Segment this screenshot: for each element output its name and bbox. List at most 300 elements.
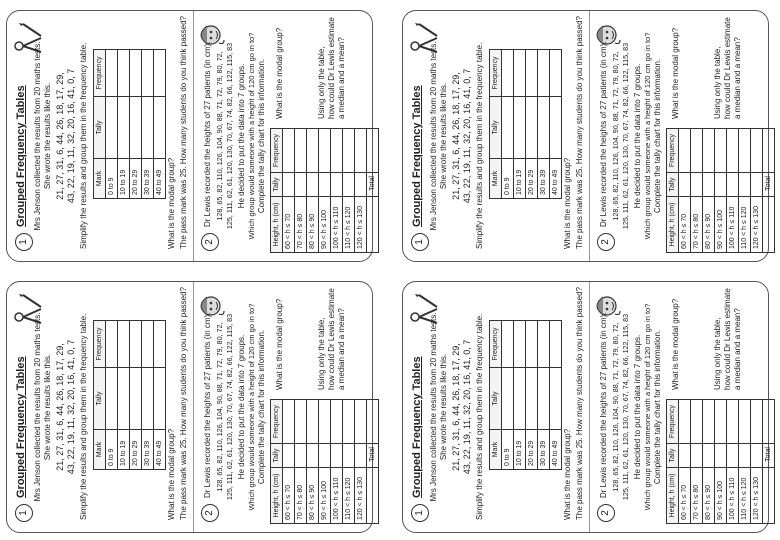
answer-cell[interactable] bbox=[331, 400, 343, 444]
table-row bbox=[319, 400, 331, 524]
q2-question-d: What is the modal group? bbox=[275, 27, 284, 119]
row-label: 70 < h ≤ 80 bbox=[691, 468, 703, 524]
row-label: 60 < h ≤ 70 bbox=[283, 468, 295, 524]
answer-cell[interactable] bbox=[703, 444, 715, 468]
row-label: 90 < h ≤ 100 bbox=[715, 197, 727, 253]
answer-cell[interactable] bbox=[514, 97, 526, 159]
table-row bbox=[118, 321, 130, 470]
answer-cell[interactable] bbox=[739, 173, 751, 197]
table-header: Height, h (cm) bbox=[667, 197, 679, 253]
divider bbox=[589, 282, 590, 532]
table-row bbox=[514, 321, 526, 470]
answer-cell[interactable] bbox=[691, 400, 703, 444]
row-label: 110 < h ≤ 120 bbox=[739, 468, 751, 524]
row-label: 90 < h ≤ 100 bbox=[319, 468, 331, 524]
q1-data-line-1: 21, 27, 31, 6, 44, 26, 18, 17, 29, bbox=[55, 72, 65, 200]
answer-cell[interactable] bbox=[355, 444, 367, 468]
answer-cell[interactable] bbox=[727, 444, 739, 468]
table-row bbox=[715, 129, 727, 253]
worksheet-title: Grouped Frequency Tables bbox=[411, 356, 423, 498]
worksheet-title: Grouped Frequency Tables bbox=[15, 85, 27, 227]
answer-cell[interactable] bbox=[295, 173, 307, 197]
table-header: Frequency bbox=[94, 50, 106, 97]
table-row bbox=[526, 321, 538, 470]
q1-intro-line-1: Mrs Jenson collected the results from 20 maths tests. bbox=[429, 312, 438, 502]
answer-cell[interactable] bbox=[283, 173, 295, 197]
q1-frequency-table bbox=[489, 320, 562, 470]
table-row bbox=[739, 400, 751, 524]
row-label: 10 to 19 bbox=[514, 159, 526, 199]
q1-question-b: The pass mark was 25. How many students do you think passed? bbox=[575, 286, 584, 520]
question-number-1: 1 bbox=[411, 504, 429, 522]
table-header: Height, h (cm) bbox=[271, 468, 283, 524]
answer-cell[interactable] bbox=[106, 50, 118, 97]
table-row bbox=[550, 50, 562, 199]
table-row bbox=[307, 400, 319, 524]
total-label: Total bbox=[763, 173, 775, 197]
row-label: 40 to 49 bbox=[550, 430, 562, 470]
row-label: 100 < h ≤ 110 bbox=[727, 468, 739, 524]
row-label: 100 < h ≤ 110 bbox=[331, 468, 343, 524]
answer-cell[interactable] bbox=[142, 321, 154, 368]
answer-cell[interactable] bbox=[307, 444, 319, 468]
q1-intro-line-2: She wrote the results like this. bbox=[43, 353, 52, 461]
answer-cell[interactable] bbox=[727, 400, 739, 444]
table-row bbox=[343, 129, 355, 253]
answer-cell[interactable] bbox=[142, 368, 154, 430]
table-row bbox=[283, 129, 295, 253]
answer-cell[interactable] bbox=[538, 97, 550, 159]
answer-cell[interactable] bbox=[703, 173, 715, 197]
q2-question-c: Which group would someone with a height of 120 cm go in to? bbox=[247, 303, 256, 511]
worksheet-title: Grouped Frequency Tables bbox=[15, 356, 27, 498]
row-label: 0 to 9 bbox=[106, 159, 118, 199]
q2-question-e-line-2: how could Dr Lewis estimate bbox=[327, 17, 336, 119]
row-label: 110 < h ≤ 120 bbox=[739, 197, 751, 253]
answer-cell[interactable] bbox=[355, 129, 367, 173]
answer-cell[interactable] bbox=[295, 444, 307, 468]
row-label: 40 to 49 bbox=[154, 159, 166, 199]
divider bbox=[193, 282, 194, 532]
answer-cell[interactable] bbox=[307, 173, 319, 197]
table-row bbox=[526, 50, 538, 199]
q2-data-line-1: 128, 65, 82, 110, 126, 104, 90, 88, 71, 72, 79, 80, 72, bbox=[611, 322, 620, 492]
table-row bbox=[355, 400, 367, 524]
table-header: Frequency bbox=[490, 50, 502, 97]
total-cell[interactable] bbox=[367, 129, 379, 173]
answer-cell[interactable] bbox=[679, 444, 691, 468]
q2-question-e-line-1: Using only the table, bbox=[713, 46, 722, 119]
total-cell[interactable] bbox=[763, 129, 775, 173]
table-row bbox=[679, 400, 691, 524]
question-number-1: 1 bbox=[411, 233, 429, 251]
table-header: Tally bbox=[667, 173, 679, 197]
answer-cell[interactable] bbox=[118, 50, 130, 97]
answer-cell[interactable] bbox=[130, 97, 142, 159]
divider bbox=[589, 11, 590, 261]
answer-cell[interactable] bbox=[514, 50, 526, 97]
blank-cell bbox=[763, 468, 775, 524]
q2-question-e-line-2: how could Dr Lewis estimate bbox=[723, 288, 732, 390]
row-label: 120 < h ≤ 130 bbox=[355, 197, 367, 253]
q2-data-line-2: 125, 111, 62, 61, 120, 130, 70, 67, 74, 82, 66, 122, 115, 83 bbox=[225, 313, 234, 501]
total-cell[interactable] bbox=[367, 400, 379, 444]
answer-cell[interactable] bbox=[526, 368, 538, 430]
q2-instruction: Complete the tally chart for this information. bbox=[257, 58, 266, 214]
answer-cell[interactable] bbox=[715, 400, 727, 444]
row-label: 20 to 29 bbox=[130, 430, 142, 470]
answer-cell[interactable] bbox=[319, 400, 331, 444]
q2-question-e-line-3: a median and a mean? bbox=[337, 308, 346, 390]
blank-cell bbox=[367, 197, 379, 253]
total-label: Total bbox=[367, 173, 379, 197]
q2-tally-table bbox=[666, 399, 775, 524]
total-row bbox=[367, 129, 379, 253]
q2-question-c: Which group would someone with a height of 120 cm go in to? bbox=[247, 32, 256, 240]
table-row bbox=[538, 321, 550, 470]
table-row bbox=[727, 129, 739, 253]
q1-frequency-table bbox=[93, 49, 166, 199]
answer-cell[interactable] bbox=[514, 368, 526, 430]
table-header: Mark bbox=[490, 430, 502, 470]
table-header: Frequency bbox=[271, 400, 283, 444]
q1-intro-line-1: Mrs Jenson collected the results from 20 maths tests. bbox=[429, 41, 438, 231]
answer-cell[interactable] bbox=[727, 129, 739, 173]
q2-data-line-2: 125, 111, 62, 61, 120, 130, 70, 67, 74, 82, 66, 122, 115, 83 bbox=[621, 313, 630, 501]
q1-question-a: What is the modal group? bbox=[563, 157, 572, 249]
table-header: Frequency bbox=[667, 400, 679, 444]
total-row bbox=[763, 400, 775, 524]
question-number-2: 2 bbox=[201, 233, 219, 251]
table-row bbox=[307, 129, 319, 253]
q1-frequency-table bbox=[93, 320, 166, 470]
answer-cell[interactable] bbox=[130, 321, 142, 368]
table-row bbox=[154, 321, 166, 470]
q2-instruction: Complete the tally chart for this information. bbox=[257, 329, 266, 485]
answer-cell[interactable] bbox=[502, 50, 514, 97]
answer-cell[interactable] bbox=[331, 129, 343, 173]
q1-data-line-2: 43, 22, 19, 11, 32, 20, 16, 41, 0, 7 bbox=[66, 68, 76, 204]
row-label: 40 to 49 bbox=[550, 159, 562, 199]
q2-data-line-1: 128, 65, 82, 110, 126, 104, 90, 88, 71, 72, 79, 80, 72, bbox=[215, 322, 224, 492]
answer-cell[interactable] bbox=[283, 400, 295, 444]
table-header: Frequency bbox=[490, 321, 502, 368]
table-row bbox=[550, 321, 562, 470]
table-header: Frequency bbox=[667, 129, 679, 173]
q1-instruction: Simplify the results and group them in the frequency table. bbox=[475, 42, 484, 249]
answer-cell[interactable] bbox=[154, 368, 166, 430]
q2-intro-line-2: He decided to put the data into 7 groups. bbox=[237, 63, 246, 209]
q2-intro-line-2: He decided to put the data into 7 groups. bbox=[237, 334, 246, 480]
answer-cell[interactable] bbox=[538, 368, 550, 430]
table-row bbox=[130, 50, 142, 199]
table-row bbox=[703, 400, 715, 524]
answer-cell[interactable] bbox=[319, 444, 331, 468]
answer-cell[interactable] bbox=[751, 173, 763, 197]
answer-cell[interactable] bbox=[526, 50, 538, 97]
q1-instruction: Simplify the results and group them in the frequency table. bbox=[79, 42, 88, 249]
table-header: Mark bbox=[94, 159, 106, 199]
table-row bbox=[751, 129, 763, 253]
row-label: 70 < h ≤ 80 bbox=[295, 197, 307, 253]
table-row bbox=[295, 129, 307, 253]
answer-cell[interactable] bbox=[751, 129, 763, 173]
answer-cell[interactable] bbox=[739, 400, 751, 444]
table-row bbox=[691, 129, 703, 253]
answer-cell[interactable] bbox=[691, 173, 703, 197]
row-label: 10 to 19 bbox=[514, 430, 526, 470]
total-cell[interactable] bbox=[763, 400, 775, 444]
answer-cell[interactable] bbox=[538, 321, 550, 368]
table-header: Tally bbox=[667, 444, 679, 468]
answer-cell[interactable] bbox=[514, 321, 526, 368]
row-label: 70 < h ≤ 80 bbox=[295, 468, 307, 524]
row-label: 90 < h ≤ 100 bbox=[715, 468, 727, 524]
q1-frequency-table bbox=[489, 49, 562, 199]
row-label: 100 < h ≤ 110 bbox=[727, 197, 739, 253]
row-label: 100 < h ≤ 110 bbox=[331, 197, 343, 253]
q1-intro-line-2: She wrote the results like this. bbox=[439, 82, 448, 190]
q2-question-e-line-3: a median and a mean? bbox=[733, 37, 742, 119]
q2-data-line-1: 128, 65, 82, 110, 126, 104, 90, 88, 71, 72, 79, 80, 72, bbox=[611, 51, 620, 221]
row-label: 80 < h ≤ 90 bbox=[307, 197, 319, 253]
answer-cell[interactable] bbox=[154, 97, 166, 159]
row-label: 120 < h ≤ 130 bbox=[751, 197, 763, 253]
answer-cell[interactable] bbox=[118, 321, 130, 368]
q2-intro-line-1: Dr Lewis recorded the heights of 27 patients (in cm). bbox=[203, 41, 212, 227]
table-row bbox=[514, 50, 526, 199]
table-row bbox=[343, 400, 355, 524]
table-row bbox=[679, 129, 691, 253]
row-label: 0 to 9 bbox=[502, 430, 514, 470]
card-content bbox=[403, 11, 772, 261]
q2-question-d: What is the modal group? bbox=[275, 298, 284, 390]
q1-question-b: The pass mark was 25. How many students do you think passed? bbox=[179, 15, 188, 249]
answer-cell[interactable] bbox=[550, 368, 562, 430]
row-label: 30 to 39 bbox=[538, 159, 550, 199]
answer-cell[interactable] bbox=[526, 321, 538, 368]
answer-cell[interactable] bbox=[703, 129, 715, 173]
answer-cell[interactable] bbox=[703, 400, 715, 444]
table-row bbox=[142, 50, 154, 199]
table-row bbox=[538, 50, 550, 199]
row-label: 120 < h ≤ 130 bbox=[355, 468, 367, 524]
total-label: Total bbox=[367, 444, 379, 468]
answer-cell[interactable] bbox=[343, 173, 355, 197]
table-row bbox=[751, 400, 763, 524]
question-number-2: 2 bbox=[201, 504, 219, 522]
table-row bbox=[502, 50, 514, 199]
answer-cell[interactable] bbox=[739, 129, 751, 173]
answer-cell[interactable] bbox=[502, 321, 514, 368]
table-header: Tally bbox=[271, 173, 283, 197]
table-header: Height, h (cm) bbox=[271, 197, 283, 253]
answer-cell[interactable] bbox=[295, 129, 307, 173]
answer-cell[interactable] bbox=[343, 444, 355, 468]
answer-cell[interactable] bbox=[154, 321, 166, 368]
answer-cell[interactable] bbox=[295, 400, 307, 444]
answer-cell[interactable] bbox=[319, 173, 331, 197]
answer-cell[interactable] bbox=[142, 50, 154, 97]
q2-question-e-line-1: Using only the table, bbox=[317, 317, 326, 390]
q2-intro-line-1: Dr Lewis recorded the heights of 27 patients (in cm). bbox=[599, 312, 608, 498]
answer-cell[interactable] bbox=[331, 444, 343, 468]
answer-cell[interactable] bbox=[130, 50, 142, 97]
q2-question-e-line-3: a median and a mean? bbox=[337, 37, 346, 119]
table-header: Frequency bbox=[94, 321, 106, 368]
blank-cell bbox=[367, 468, 379, 524]
q2-data-line-2: 125, 111, 62, 61, 120, 130, 70, 67, 74, 82, 66, 122, 115, 83 bbox=[621, 42, 630, 230]
answer-cell[interactable] bbox=[538, 50, 550, 97]
table-row bbox=[130, 321, 142, 470]
answer-cell[interactable] bbox=[355, 400, 367, 444]
answer-cell[interactable] bbox=[343, 400, 355, 444]
q2-tally-table bbox=[270, 128, 379, 253]
row-label: 20 to 29 bbox=[526, 430, 538, 470]
answer-cell[interactable] bbox=[106, 321, 118, 368]
answer-cell[interactable] bbox=[307, 400, 319, 444]
q2-question-c: Which group would someone with a height of 120 cm go in to? bbox=[643, 32, 652, 240]
answer-cell[interactable] bbox=[142, 97, 154, 159]
table-row bbox=[142, 321, 154, 470]
q1-question-b: The pass mark was 25. How many students do you think passed? bbox=[179, 286, 188, 520]
q1-intro-line-1: Mrs Jenson collected the results from 20 maths tests. bbox=[33, 312, 42, 502]
row-label: 110 < h ≤ 120 bbox=[343, 197, 355, 253]
q2-intro-line-1: Dr Lewis recorded the heights of 27 patients (in cm). bbox=[203, 312, 212, 498]
q1-data-line-2: 43, 22, 19, 11, 32, 20, 16, 41, 0, 7 bbox=[66, 339, 76, 475]
answer-cell[interactable] bbox=[679, 173, 691, 197]
answer-cell[interactable] bbox=[526, 97, 538, 159]
row-label: 20 to 29 bbox=[130, 159, 142, 199]
answer-cell[interactable] bbox=[727, 173, 739, 197]
row-label: 110 < h ≤ 120 bbox=[343, 468, 355, 524]
answer-cell[interactable] bbox=[502, 368, 514, 430]
q2-question-d: What is the modal group? bbox=[671, 298, 680, 390]
q1-data-line-1: 21, 27, 31, 6, 44, 26, 18, 17, 29, bbox=[451, 72, 461, 200]
answer-cell[interactable] bbox=[679, 129, 691, 173]
q1-data-line-2: 43, 22, 19, 11, 32, 20, 16, 41, 0, 7 bbox=[462, 68, 472, 204]
q1-intro-line-2: She wrote the results like this. bbox=[43, 82, 52, 190]
total-row bbox=[763, 129, 775, 253]
row-label: 30 to 39 bbox=[142, 430, 154, 470]
q2-instruction: Complete the tally chart for this information. bbox=[653, 58, 662, 214]
table-row bbox=[502, 321, 514, 470]
q1-question-a: What is the modal group? bbox=[167, 157, 176, 249]
answer-cell[interactable] bbox=[130, 368, 142, 430]
answer-cell[interactable] bbox=[691, 444, 703, 468]
q2-intro-line-2: He decided to put the data into 7 groups. bbox=[633, 63, 642, 209]
q2-tally-table bbox=[270, 399, 379, 524]
answer-cell[interactable] bbox=[319, 129, 331, 173]
table-row bbox=[118, 50, 130, 199]
q2-instruction: Complete the tally chart for this information. bbox=[653, 329, 662, 485]
table-header: Tally bbox=[94, 97, 106, 159]
answer-cell[interactable] bbox=[118, 368, 130, 430]
row-label: 90 < h ≤ 100 bbox=[319, 197, 331, 253]
row-label: 40 to 49 bbox=[154, 430, 166, 470]
table-header: Tally bbox=[490, 97, 502, 159]
table-row bbox=[283, 400, 295, 524]
answer-cell[interactable] bbox=[118, 97, 130, 159]
q1-intro-line-1: Mrs Jenson collected the results from 20 maths tests. bbox=[33, 41, 42, 231]
row-label: 60 < h ≤ 70 bbox=[679, 468, 691, 524]
answer-cell[interactable] bbox=[550, 50, 562, 97]
q2-question-e-line-3: a median and a mean? bbox=[733, 308, 742, 390]
q2-intro-line-2: He decided to put the data into 7 groups. bbox=[633, 334, 642, 480]
card-content bbox=[403, 282, 772, 532]
answer-cell[interactable] bbox=[679, 400, 691, 444]
total-label: Total bbox=[763, 444, 775, 468]
table-row bbox=[331, 400, 343, 524]
table-row bbox=[106, 321, 118, 470]
answer-cell[interactable] bbox=[154, 50, 166, 97]
answer-cell[interactable] bbox=[355, 173, 367, 197]
q2-data-line-2: 125, 111, 62, 61, 120, 130, 70, 67, 74, 82, 66, 122, 115, 83 bbox=[225, 42, 234, 230]
table-row bbox=[715, 400, 727, 524]
q2-question-d: What is the modal group? bbox=[671, 27, 680, 119]
table-row bbox=[355, 129, 367, 253]
table-header: Tally bbox=[94, 368, 106, 430]
answer-cell[interactable] bbox=[331, 173, 343, 197]
answer-cell[interactable] bbox=[715, 129, 727, 173]
blank-cell bbox=[763, 197, 775, 253]
table-row bbox=[331, 129, 343, 253]
table-row bbox=[739, 129, 751, 253]
answer-cell[interactable] bbox=[502, 97, 514, 159]
answer-cell[interactable] bbox=[751, 444, 763, 468]
answer-cell[interactable] bbox=[715, 173, 727, 197]
answer-cell[interactable] bbox=[550, 321, 562, 368]
answer-cell[interactable] bbox=[715, 444, 727, 468]
row-label: 0 to 9 bbox=[106, 430, 118, 470]
answer-cell[interactable] bbox=[106, 368, 118, 430]
answer-cell[interactable] bbox=[550, 97, 562, 159]
worksheet-card bbox=[402, 10, 772, 262]
question-number-2: 2 bbox=[597, 233, 615, 251]
answer-cell[interactable] bbox=[283, 444, 295, 468]
answer-cell[interactable] bbox=[739, 444, 751, 468]
row-label: 80 < h ≤ 90 bbox=[703, 468, 715, 524]
table-row bbox=[319, 129, 331, 253]
answer-cell[interactable] bbox=[307, 129, 319, 173]
question-number-1: 1 bbox=[15, 233, 33, 251]
answer-cell[interactable] bbox=[691, 129, 703, 173]
q1-question-a: What is the modal group? bbox=[563, 428, 572, 520]
answer-cell[interactable] bbox=[283, 129, 295, 173]
divider bbox=[193, 11, 194, 261]
table-row bbox=[295, 400, 307, 524]
answer-cell[interactable] bbox=[343, 129, 355, 173]
row-label: 60 < h ≤ 70 bbox=[679, 197, 691, 253]
worksheet-card bbox=[6, 281, 376, 533]
table-row bbox=[691, 400, 703, 524]
table-row bbox=[703, 129, 715, 253]
q2-question-c: Which group would someone with a height of 120 cm go in to? bbox=[643, 303, 652, 511]
answer-cell[interactable] bbox=[106, 97, 118, 159]
q2-question-e-line-2: how could Dr Lewis estimate bbox=[723, 17, 732, 119]
card-content bbox=[7, 11, 376, 261]
table-header: Mark bbox=[490, 159, 502, 199]
q1-data-line-1: 21, 27, 31, 6, 44, 26, 18, 17, 29, bbox=[451, 343, 461, 471]
card-content bbox=[7, 282, 376, 532]
table-header: Mark bbox=[94, 430, 106, 470]
q1-instruction: Simplify the results and group them in the frequency table. bbox=[475, 313, 484, 520]
q2-question-e-line-1: Using only the table, bbox=[713, 317, 722, 390]
q2-tally-table bbox=[666, 128, 775, 253]
row-label: 120 < h ≤ 130 bbox=[751, 468, 763, 524]
row-label: 60 < h ≤ 70 bbox=[283, 197, 295, 253]
answer-cell[interactable] bbox=[751, 400, 763, 444]
